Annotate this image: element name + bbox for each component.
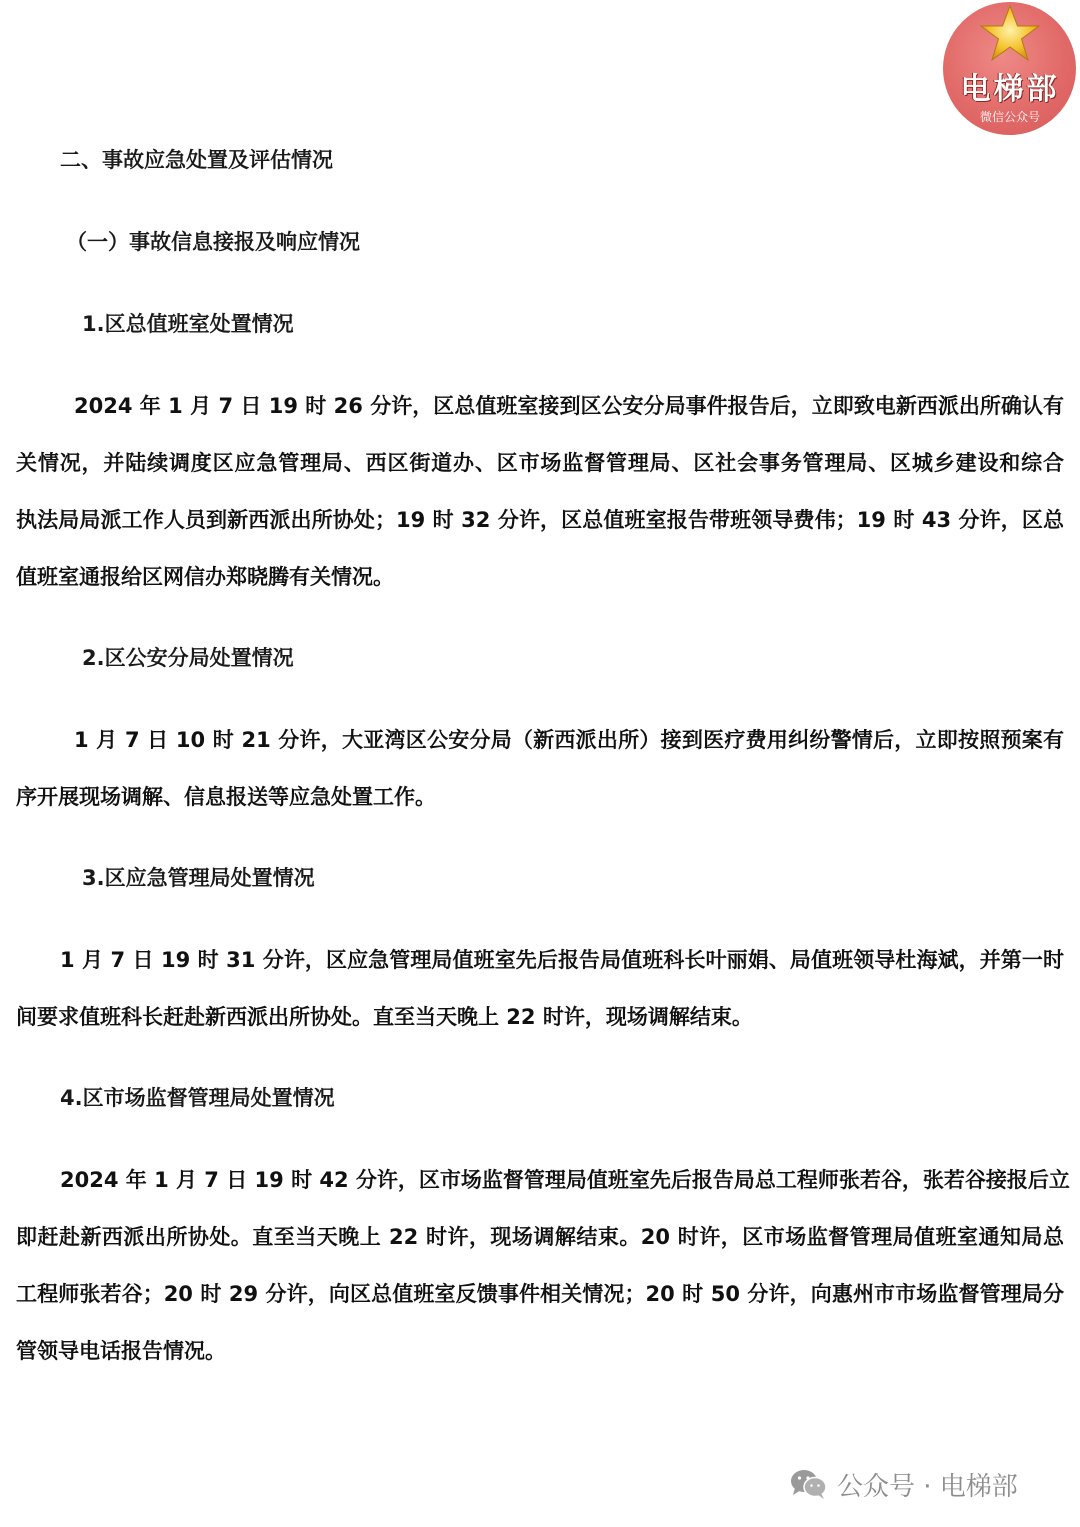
subsection-heading: （一）事故信息接报及响应情况 (66, 230, 360, 254)
paragraph-line: 关情况，并陆续调度区应急管理局、西区街道办、区市场监督管理局、区社会事务管理局、区城乡建设和综合 (16, 451, 1064, 475)
item-heading-police: 2.区公安分局处置情况 (82, 646, 294, 670)
watermark-footer (789, 1466, 1018, 1502)
paragraph-line: 2024 年 1 月 7 日 19 时 26 分许，区总值班室接到区公安分局事件报告后，立即致电新西派出所确认有 (74, 394, 1064, 418)
paragraph-line: 2024 年 1 月 7 日 19 时 42 分许，区市场监督管理局值班室先后报告局总工程师张若谷，张若谷接报后立 (60, 1168, 1070, 1192)
paragraph-line: 执法局局派工作人员到新西派出所协处；19 时 32 分许，区总值班室报告带班领导费伟；19 时 43 分许，区总 (16, 508, 1064, 532)
paragraph-line: 管领导电话报告情况。 (16, 1339, 226, 1363)
paragraph-line: 序开展现场调解、信息报送等应急处置工作。 (16, 785, 436, 809)
account-logo (940, 0, 1080, 136)
paragraph-line: 1 月 7 日 10 时 21 分许，大亚湾区公安分局（新西派出所）接到医疗费用纠纷警情后，立即按照预案有 (74, 728, 1064, 752)
paragraph-line: 值班室通报给区网信办郑晓腾有关情况。 (16, 565, 394, 589)
section-heading: 二、事故应急处置及评估情况 (60, 148, 333, 172)
item-heading-emergency: 3.区应急管理局处置情况 (82, 866, 315, 890)
footer-text: 公众号 · 电梯部 (837, 1471, 1018, 1502)
logo-subtitle: 微信公众号 (979, 110, 1040, 124)
logo-title: 电梯部 (960, 72, 1060, 107)
paragraph-line: 即赶赴新西派出所协处。直至当天晚上 22 时许，现场调解结束。20 时许，区市场监督管理局值班室通知局总 (16, 1225, 1064, 1249)
item-heading-duty-office: 1.区总值班室处置情况 (82, 312, 294, 336)
paragraph-line: 工程师张若谷；20 时 29 分许，向区总值班室反馈事件相关情况；20 时 50 分许，向惠州市市场监督管理局分 (16, 1282, 1064, 1306)
paragraph-line: 1 月 7 日 19 时 31 分许，区应急管理局值班室先后报告局值班科长叶丽娟、局值班领导杜海斌，并第一时 (60, 948, 1064, 972)
item-heading-market: 4.区市场监督管理局处置情况 (60, 1086, 335, 1110)
paragraph-line: 间要求值班科长赶赴新西派出所协处。直至当天晚上 22 时许，现场调解结束。 (16, 1005, 753, 1029)
wechat-icon (789, 1468, 829, 1500)
star-icon (978, 4, 1042, 64)
